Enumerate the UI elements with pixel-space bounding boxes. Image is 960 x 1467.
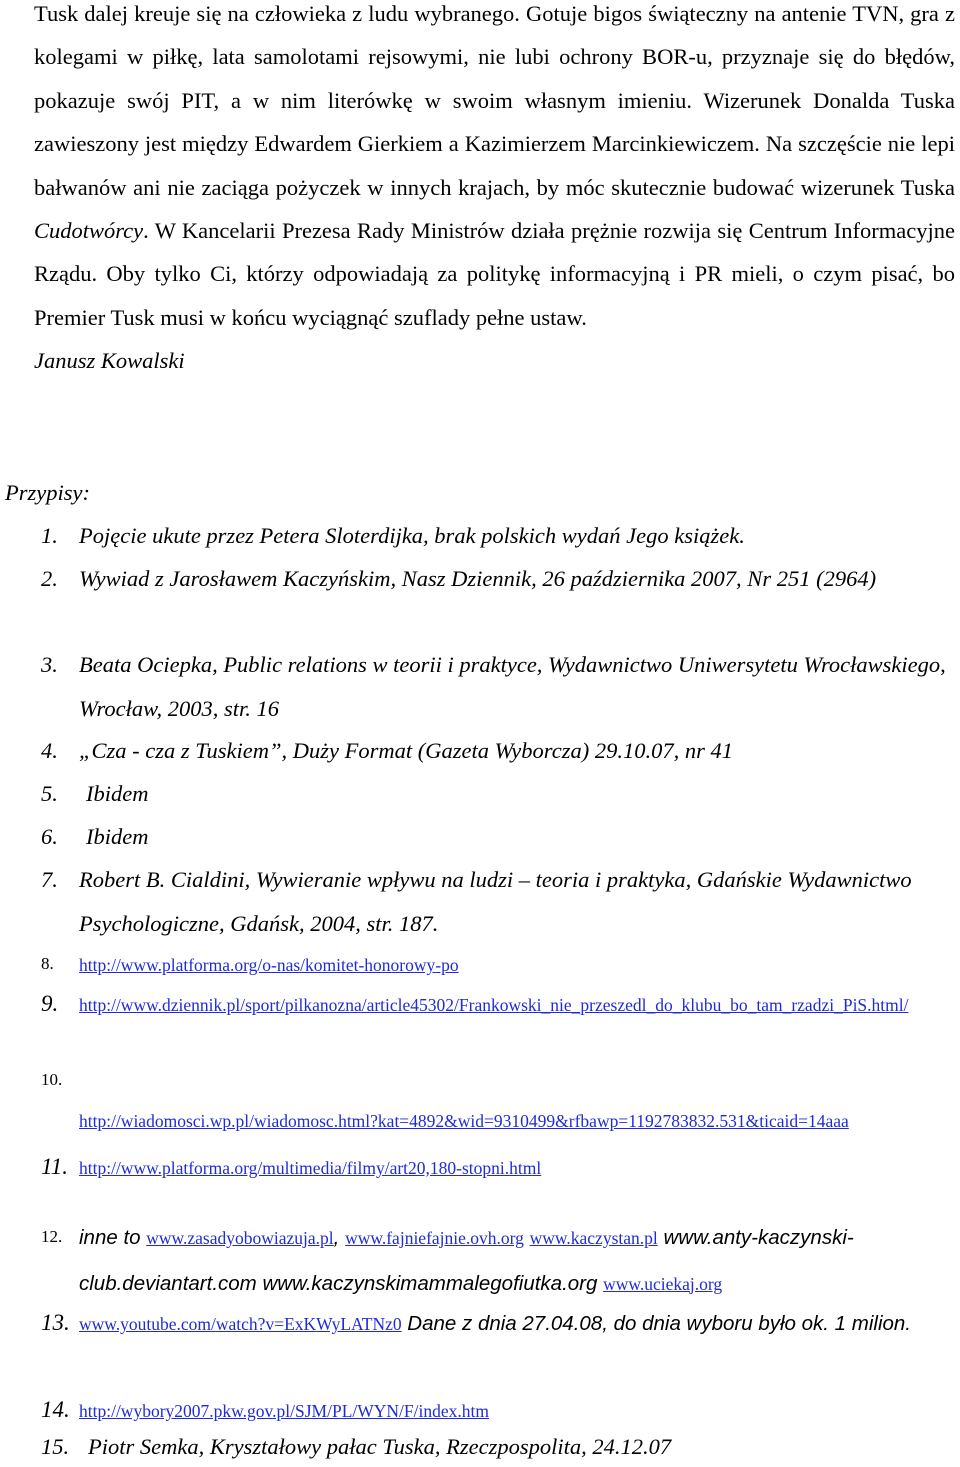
footnote-body	[79, 946, 957, 983]
footnote-number: 5.	[41, 781, 58, 806]
footnote-number: 1.	[41, 523, 58, 548]
footnote-number: 14.	[41, 1397, 70, 1422]
footnote-link[interactable]: http://www.dziennik.pl/sport/pilkanozna/article45302/Frankowski_nie_przeszedl_do_klubu_bo_tam_rzadzi_PiS.html/	[79, 995, 909, 1015]
footnote-text: Beata Ociepka, Public relations w teorii i praktyce, Wydawnictwo Uniwersytetu Wrocławskiego, Wrocław, 2003, str. 16	[79, 652, 946, 721]
footnote-number: 2.	[41, 566, 58, 591]
footnote-body	[79, 986, 957, 1023]
footnote-link[interactable]: www.kaczystan.pl	[529, 1228, 658, 1248]
footnote-text: Wywiad z Jarosławem Kaczyńskim, Nasz Dziennik, 26 października 2007, Nr 251 (2964)	[79, 566, 877, 591]
footnote-text: Pojęcie ukute przez Petera Sloterdijka, brak polskich wydań Jego książek.	[79, 523, 745, 548]
footnote-number: 13.	[41, 1310, 70, 1335]
footnote-text: Ibidem	[86, 824, 149, 849]
footnote-link[interactable]: http://wiadomosci.wp.pl/wiadomosc.html?kat=4892&wid=9310499&rfbawp=1192783832.531&ticaid=14aaa	[79, 1111, 849, 1131]
footnote-text: Dane z dnia 27.04.08, do dnia wyboru było ok. 1 milion.	[401, 1312, 912, 1335]
footnote-text: „Cza - cza z Tuskiem”, Duży Format (Gazeta Wyborcza) 29.10.07, nr 41	[79, 738, 733, 763]
footnote-number: 10.	[41, 1070, 63, 1089]
footnote-link[interactable]: www.fajniefajnie.ovh.org	[345, 1228, 524, 1248]
footnote-number: 6.	[41, 824, 58, 849]
footnote-number: 15.	[41, 1434, 70, 1459]
footnote-link[interactable]: http://www.platforma.org/multimedia/filmy/art20,180-stopni.html	[79, 1158, 542, 1178]
footnote-link[interactable]: www.uciekaj.org	[603, 1273, 723, 1294]
footnote-number: 12.	[41, 1227, 63, 1246]
article-text: Tusk dalej kreuje się na człowieka z ludu wybranego. Gotuje bigos świąteczny na antenie TVN, gra z kolegami w piłkę, lata samolotami rejsowymi, nie lubi ochrony BOR-u, przyznaje się do błędów, pokazuje swój PIT, a w nim literówkę w swoim własnym imieniu. Wizerunek Donalda Tuska zawieszony jest między Edwardem Gierkiem a Kazimierzem Marcinkiewiczem. Na szczęście nie lepi bałwanów ani nie zaciąga pożyczek w innych krajach, by móc skutecznie budować wizerunek Tuska	[34, 1, 955, 200]
footnote-text: inne to	[79, 1226, 147, 1249]
footnote-link[interactable]: www.youtube.com/watch?v=ExKWyLATNz0	[79, 1314, 402, 1334]
footnote-number: 8.	[41, 954, 54, 973]
footnote-number: 9.	[41, 991, 59, 1016]
footnote-number: 4.	[41, 738, 58, 763]
footnote-body	[79, 1215, 957, 1306]
footnote-link[interactable]: http://www.platforma.org/o-nas/komitet-honorowy-po	[79, 955, 459, 975]
footnote-number: 3.	[41, 652, 58, 677]
author-name: Janusz Kowalski	[34, 348, 185, 374]
footnote-text: ,	[333, 1226, 346, 1249]
footnote-number: 11.	[41, 1154, 69, 1179]
footnote-link[interactable]: www.zasadyobowiazuja.pl	[146, 1228, 334, 1248]
footnote-text: Ibidem	[86, 781, 149, 806]
article-body	[34, 0, 955, 383]
footnote-body	[79, 1102, 957, 1139]
footnote-text: www.anty-kaczynski-club.deviantart.com www.kaczynskimammalegofiutka.org	[79, 1226, 854, 1295]
footnotes-heading: Przypisy:	[5, 480, 90, 505]
footnote-text: Robert B. Cialdini, Wywieranie wpływu na ludzi – teoria i praktyka, Gdańskie Wydawnictwo Psychologiczne, Gdańsk, 2004, str. 187.	[79, 867, 912, 936]
footnote-body	[79, 1145, 957, 1190]
article-text-rest: . W Kancelarii Prezesa Rady Ministrów działa prężnie rozwija się Centrum Informacyjne Rządu. Oby tylko Ci, którzy odpowiadają za politykę informacyjną i PR mieli, o czym pisać, bo Premier Tusk musi w końcu wyciągnąć szuflady pełne ustaw.	[34, 218, 955, 330]
footnote-link[interactable]: http://wybory2007.pkw.gov.pl/SJM/PL/WYN/F/index.htm	[79, 1401, 489, 1421]
footnote-number: 7.	[41, 867, 58, 892]
footnote-text: Piotr Semka, Kryształowy pałac Tuska, Rzeczpospolita, 24.12.07	[88, 1434, 672, 1459]
article-italic-word: Cudotwórcy	[34, 218, 144, 244]
footnote-body	[79, 1301, 957, 1347]
